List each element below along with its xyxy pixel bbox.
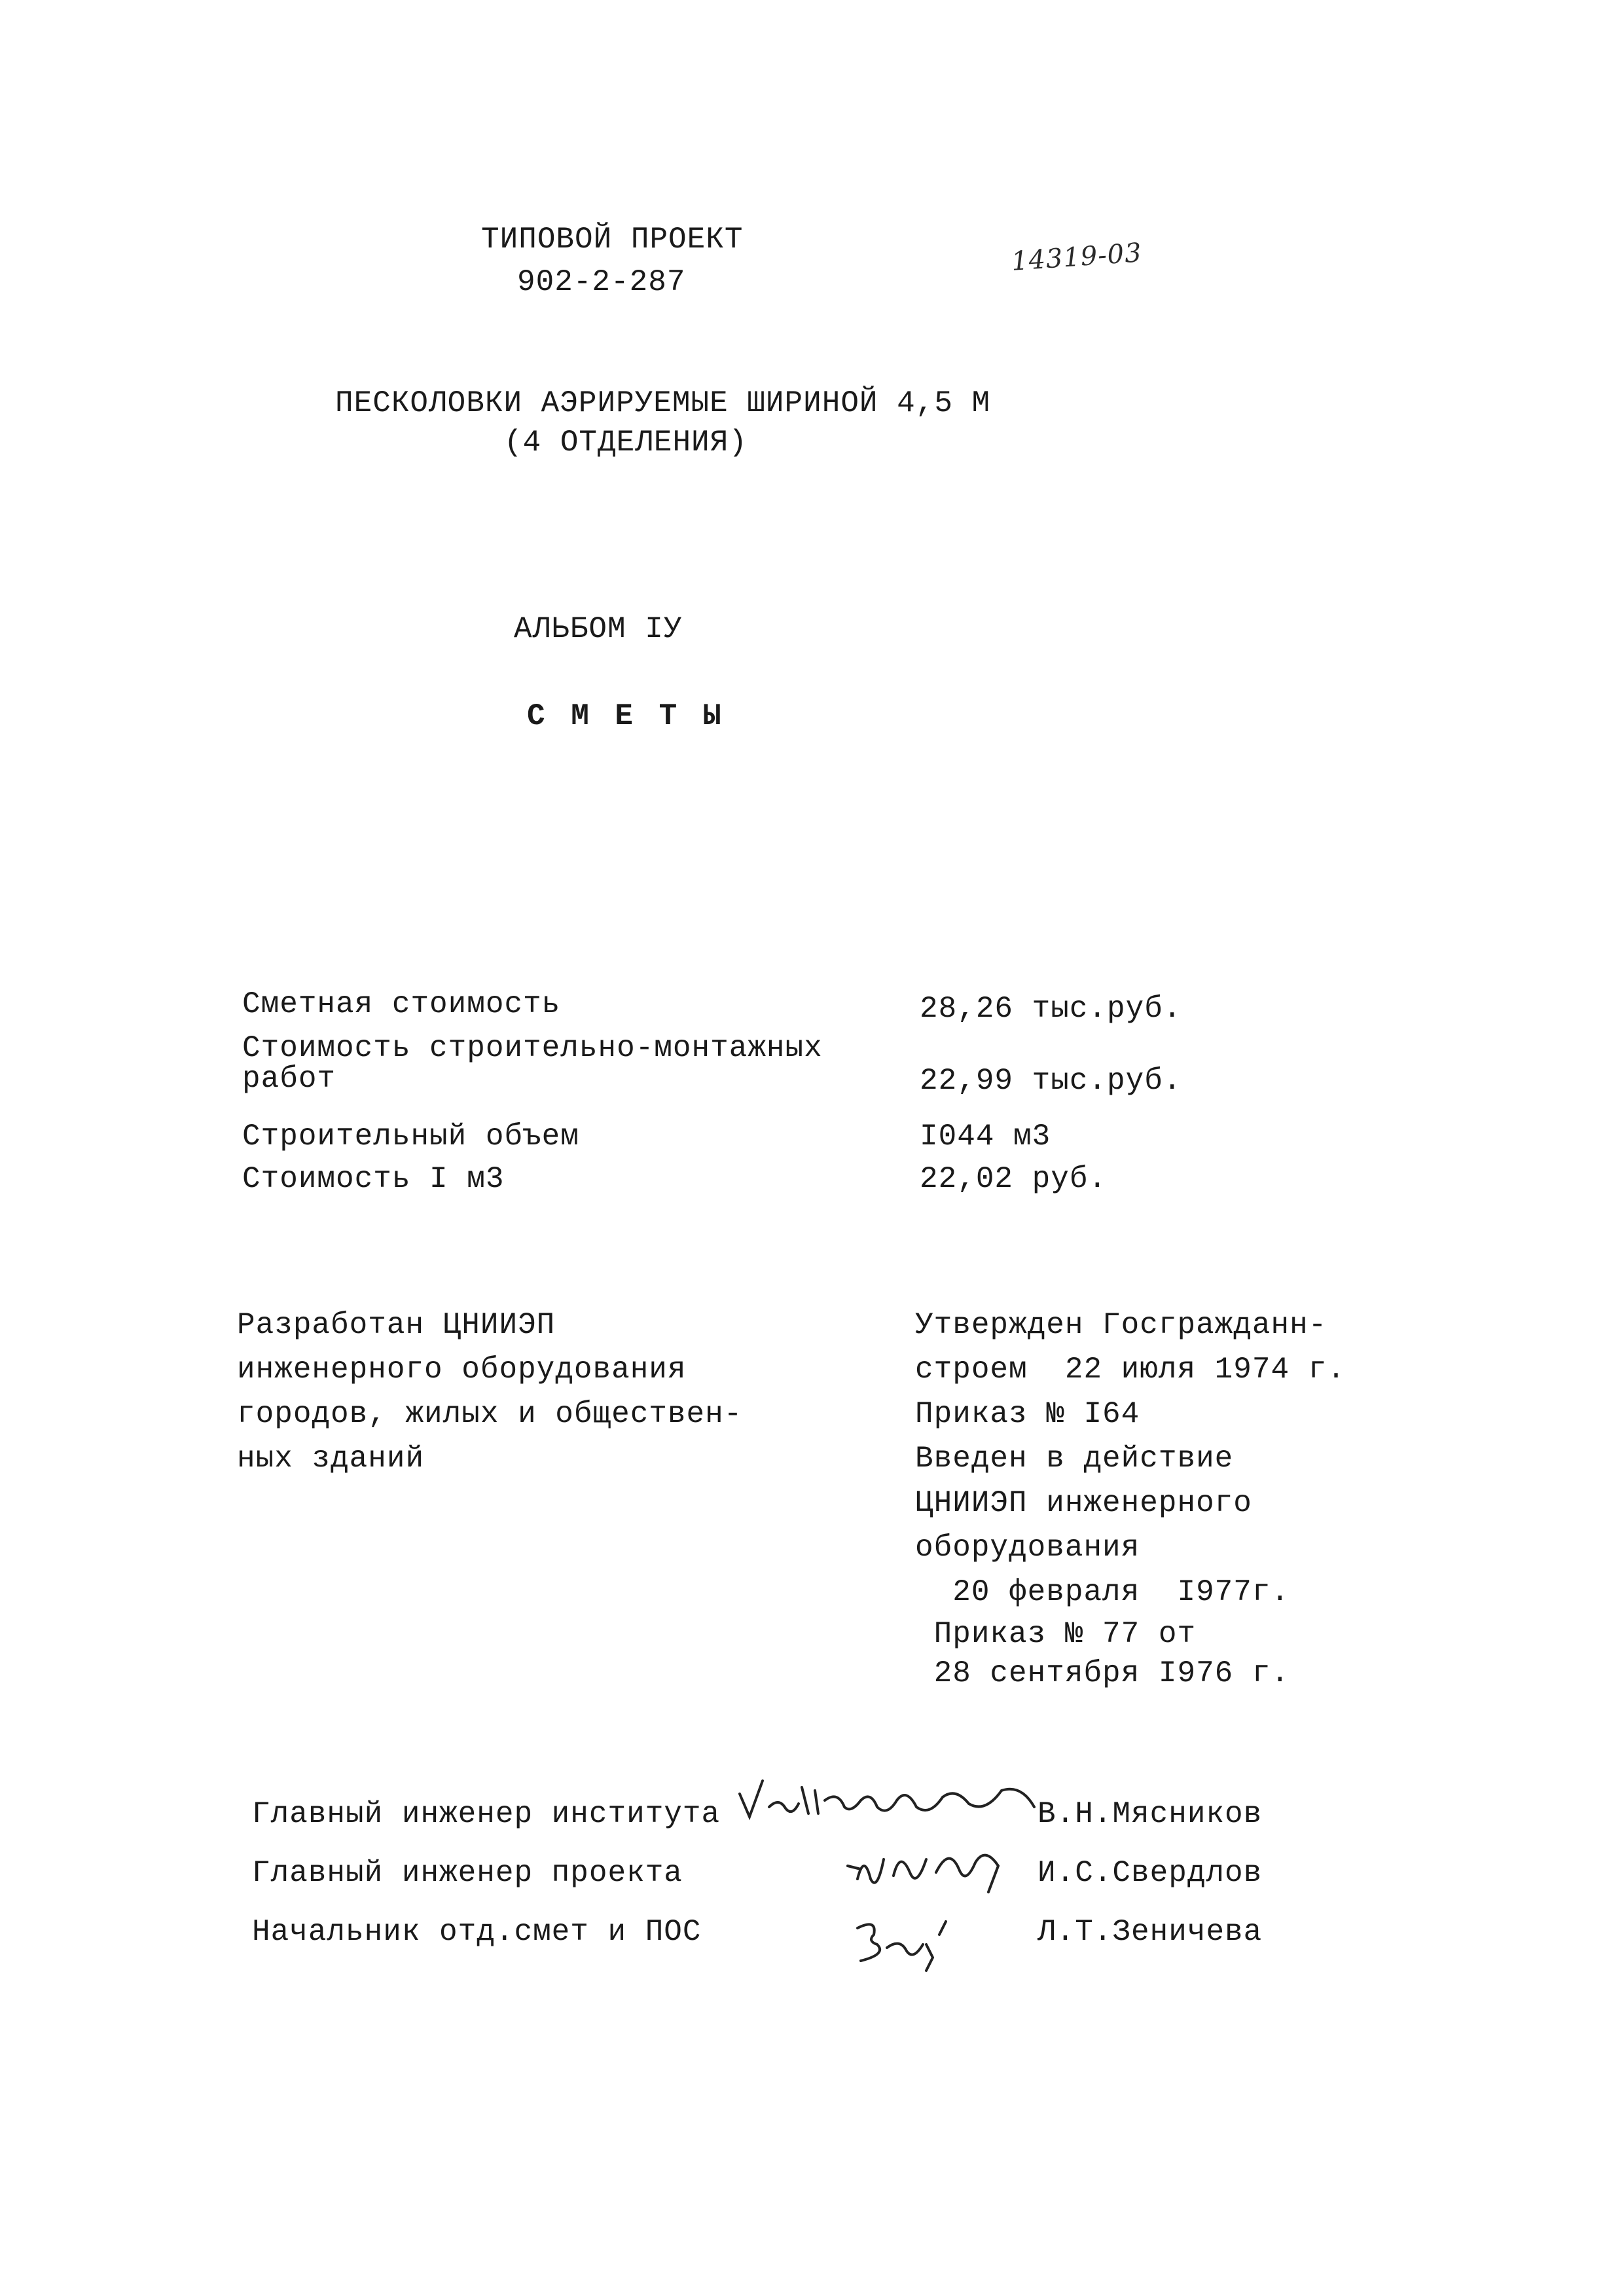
cost-label-volume: Строительный объем	[242, 1120, 579, 1154]
approval-line: Введен в действие	[915, 1442, 1234, 1476]
signature-zenicheva	[848, 1905, 979, 1977]
cost-value-per-m3: 22,02 руб.	[920, 1162, 1108, 1196]
project-label: ТИПОВОЙ ПРОЕКТ	[481, 223, 744, 257]
signatory-role-chief-engineer-project: Главный инженер проекта	[252, 1856, 683, 1890]
cost-label-per-m3: Стоимость I м3	[242, 1162, 505, 1196]
approval-line: оборудования	[915, 1531, 1140, 1565]
developed-by-line: инженерного оборудования	[237, 1353, 687, 1387]
album-label: АЛЬБОМ IУ	[514, 612, 683, 646]
handwritten-ref: 14319-03	[1010, 238, 1144, 277]
approval-line: 28 сентября I976 г.	[915, 1656, 1290, 1690]
cost-value-volume: I044 м3	[920, 1120, 1051, 1154]
cost-label-construction-line2: работ	[242, 1062, 336, 1096]
signatory-role-chief-engineer-institute: Главный инженер института	[252, 1797, 721, 1831]
approval-line: Приказ № I64	[915, 1397, 1140, 1431]
approval-line: ЦНИИЭП инженерного	[915, 1486, 1252, 1520]
approval-line: строем 22 июля 1974 г.	[915, 1353, 1346, 1387]
approval-line: 20 февраля I977г.	[915, 1575, 1290, 1609]
document-subtitle: (4 ОТДЕЛЕНИЯ)	[504, 426, 748, 460]
developed-by-line: ных зданий	[237, 1442, 425, 1476]
developed-by-line: городов, жилых и обществен-	[237, 1397, 743, 1431]
signature-sverdlov	[844, 1833, 1015, 1899]
approval-line: Утвержден Госгражданн-	[915, 1308, 1327, 1342]
document-title: ПЕСКОЛОВКИ АЭРИРУЕМЫЕ ШИРИНОЙ 4,5 М	[335, 386, 991, 420]
cost-value-construction: 22,99 тыс.руб.	[920, 1064, 1182, 1098]
signatory-name-sverdlov: И.С.Свердлов	[1038, 1856, 1263, 1890]
cost-label-estimated: Сметная стоимость	[242, 987, 561, 1021]
developed-by-block	[237, 1303, 742, 1481]
cost-value-estimated: 28,26 тыс.руб.	[920, 992, 1182, 1026]
album-subtitle: С М Е Т Ы	[527, 699, 725, 733]
cost-label-construction-line1: Стоимость строительно-монтажных	[242, 1031, 823, 1065]
approval-block	[915, 1303, 1346, 1693]
approval-line: Приказ № 77 от	[915, 1617, 1197, 1651]
signatory-name-zenicheva: Л.Т.Зеничева	[1038, 1915, 1263, 1949]
signatory-role-head-estimates: Начальник отд.смет и ПОС	[252, 1915, 702, 1949]
signatory-name-myasnikov: В.Н.Мясников	[1038, 1797, 1263, 1831]
project-number: 902-2-287	[517, 265, 686, 299]
developed-by-line: Разработан ЦНИИЭП	[237, 1308, 556, 1342]
signature-myasnikov	[733, 1761, 1047, 1833]
